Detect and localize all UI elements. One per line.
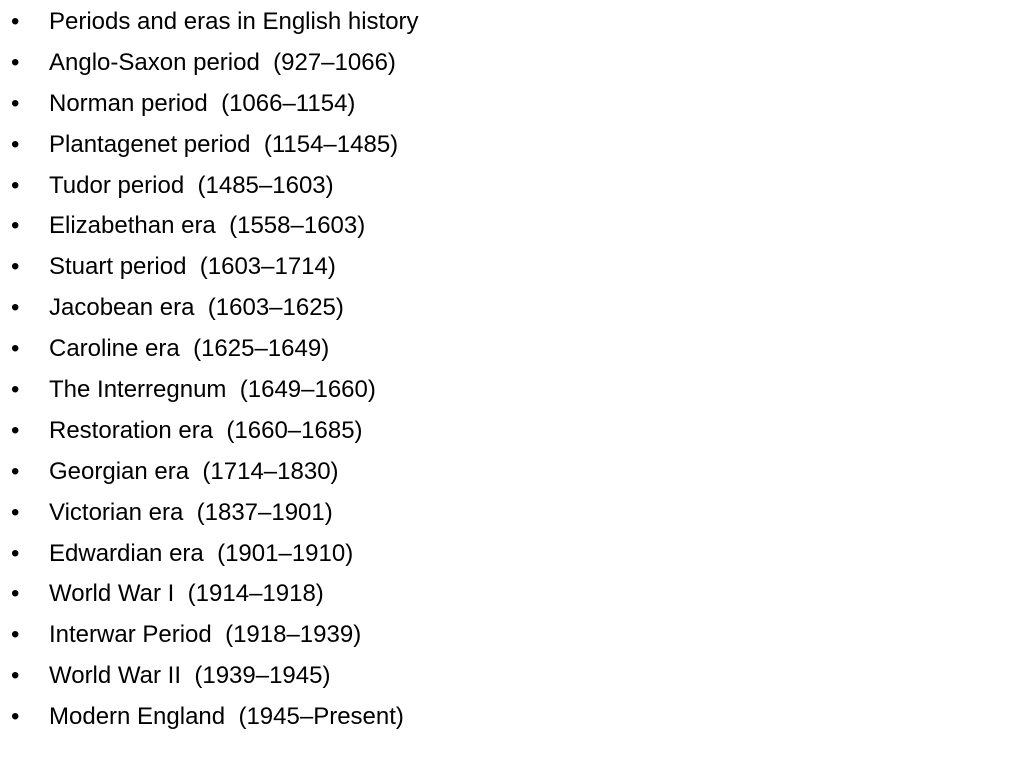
list-item-text: World War I (1914–1918) [49, 580, 324, 608]
list-item [0, 247, 1024, 288]
list-item-text: Periods and eras in English history [49, 8, 419, 35]
list-item [0, 615, 1024, 656]
list-item-text: Interwar Period (1918–1939) [49, 621, 362, 649]
list-item-text: Edwardian era (1901–1910) [49, 539, 354, 567]
bullet-icon: • [11, 253, 20, 281]
list-item [0, 411, 1024, 452]
bullet-icon: • [11, 212, 20, 240]
bullet-icon: • [11, 8, 20, 35]
list-item [0, 84, 1024, 125]
list-item-text: Restoration era (1660–1685) [49, 416, 363, 444]
periods-bullet-list [0, 2, 1024, 738]
list-item [0, 493, 1024, 534]
list-item-text: Elizabethan era (1558–1603) [49, 212, 366, 240]
bullet-icon: • [11, 130, 20, 158]
list-item-text: Norman period (1066–1154) [49, 89, 356, 117]
bullet-icon: • [11, 376, 20, 404]
list-item [0, 43, 1024, 84]
list-item-text: Jacobean era (1603–1625) [49, 294, 344, 322]
list-item-text: Anglo-Saxon period (927–1066) [49, 48, 396, 76]
bullet-icon: • [11, 621, 20, 649]
list-item-text: Tudor period (1485–1603) [49, 171, 334, 199]
list-item-text: World War II (1939–1945) [49, 662, 331, 690]
bullet-icon: • [11, 171, 20, 199]
bullet-icon: • [11, 580, 20, 608]
list-item [0, 166, 1024, 207]
list-item-text: Victorian era (1837–1901) [49, 498, 333, 526]
list-item-text: The Interregnum (1649–1660) [49, 376, 376, 404]
bullet-icon: • [11, 539, 20, 567]
list-item-text: Stuart period (1603–1714) [49, 253, 336, 281]
list-item-text: Modern England (1945–Present) [49, 703, 404, 731]
list-item [0, 329, 1024, 370]
list-item [0, 206, 1024, 247]
bullet-icon: • [11, 294, 20, 322]
list-item-text: Georgian era (1714–1830) [49, 457, 339, 485]
bullet-icon: • [11, 457, 20, 485]
bullet-icon: • [11, 89, 20, 117]
list-item [0, 697, 1024, 738]
bullet-icon: • [11, 335, 20, 363]
list-item [0, 574, 1024, 615]
list-item [0, 288, 1024, 329]
list-item [0, 2, 1024, 43]
bullet-icon: • [11, 662, 20, 690]
bullet-icon: • [11, 416, 20, 444]
bullet-icon: • [11, 48, 20, 76]
bullet-icon: • [11, 498, 20, 526]
list-item [0, 534, 1024, 575]
list-item [0, 452, 1024, 493]
list-item [0, 370, 1024, 411]
list-item-text: Plantagenet period (1154–1485) [49, 130, 399, 158]
list-item [0, 656, 1024, 697]
list-item-text: Caroline era (1625–1649) [49, 335, 330, 363]
list-item [0, 125, 1024, 166]
bullet-icon: • [11, 703, 20, 731]
